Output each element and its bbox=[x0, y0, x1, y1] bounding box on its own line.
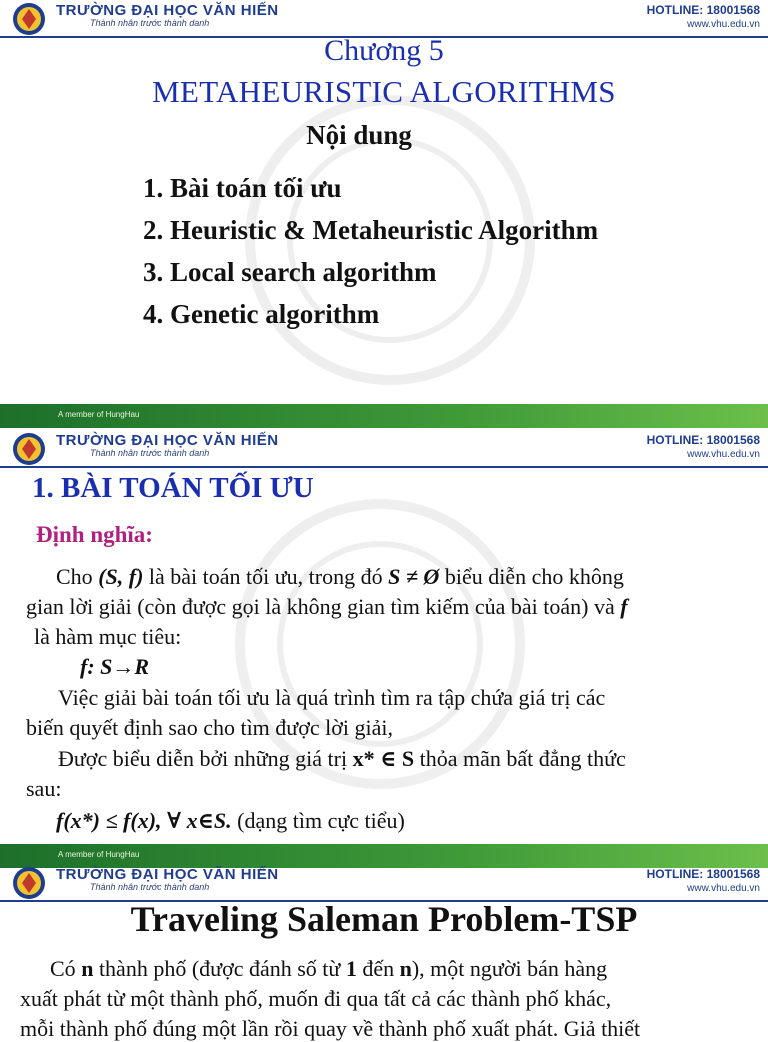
university-logo-icon bbox=[12, 866, 46, 900]
inequality-formula: f(x*) ≤ f(x), ∀ x∈S. (dạng tìm cực tiểu) bbox=[56, 808, 405, 833]
definition-label: Định nghĩa: bbox=[36, 522, 153, 547]
hotline: HOTLINE: 18001568 bbox=[646, 867, 760, 881]
paragraph-3-line-2: sau: bbox=[26, 776, 62, 801]
university-slogan: Thành nhân trước thành danh bbox=[90, 882, 210, 892]
university-logo-icon bbox=[12, 2, 46, 36]
chapter-title: METAHEURISTIC ALGORITHMS bbox=[152, 74, 616, 109]
contents-item: 2. Heuristic & Metaheuristic Algorithm bbox=[143, 215, 599, 245]
website: www.vhu.edu.vn bbox=[687, 883, 760, 894]
slide-header bbox=[0, 864, 768, 900]
definition-line-1: Cho (S, f) là bài toán tối ưu, trong đó S ≠ Ø biểu diễn cho không bbox=[56, 564, 624, 589]
university-slogan: Thành nhân trước thành danh bbox=[90, 18, 210, 28]
member-label: A member of HungHau bbox=[58, 410, 140, 419]
member-label: A member of HungHau bbox=[58, 850, 140, 859]
problem-line-1: Có n thành phố (được đánh số từ 1 đến n), một người bán hàng bbox=[50, 956, 608, 981]
hotline: HOTLINE: 18001568 bbox=[646, 3, 760, 17]
hotline: HOTLINE: 18001568 bbox=[646, 433, 760, 447]
university-logo-icon bbox=[12, 432, 46, 466]
slide-header bbox=[0, 430, 768, 466]
contents-item: 1. Bài toán tối ưu bbox=[143, 173, 342, 203]
chapter-label: Chương 5 bbox=[324, 34, 444, 67]
problem-line-2: xuất phát từ một thành phố, muốn đi qua tất cả các thành phố khác, bbox=[20, 986, 612, 1011]
university-name: TRƯỜNG ĐẠI HỌC VĂN HIẾN bbox=[56, 2, 279, 19]
member-strip bbox=[0, 404, 768, 428]
contents-item: 4. Genetic algorithm bbox=[143, 299, 380, 329]
contents-heading: Nội dung bbox=[306, 120, 412, 150]
slide-1 bbox=[0, 0, 768, 404]
slide-3 bbox=[0, 844, 768, 1041]
paragraph-2-line-2: biến quyết định sao cho tìm được lời giải, bbox=[26, 715, 393, 740]
problem-line-3: mỗi thành phố đúng một lần rồi quay về thành phố xuất phát. Giả thiết bbox=[20, 1016, 641, 1041]
website: www.vhu.edu.vn bbox=[687, 19, 760, 30]
slide-2 bbox=[0, 404, 768, 844]
header-rule bbox=[0, 466, 768, 468]
contents-item: 3. Local search algorithm bbox=[143, 257, 437, 287]
paragraph-2-line-1: Việc giải bài toán tối ưu là quá trình tìm ra tập chứa giá trị các bbox=[58, 685, 606, 710]
definition-line-2: gian lời giải (còn được gọi là không gian tìm kiếm của bài toán) và f bbox=[26, 594, 628, 619]
slide-header bbox=[0, 0, 768, 36]
university-name: TRƯỜNG ĐẠI HỌC VĂN HIẾN bbox=[56, 432, 279, 449]
paragraph-3-line-1: Được biểu diễn bởi những giá trị x* ∈ S thỏa mãn bất đẳng thức bbox=[58, 746, 626, 771]
mapping-formula: f: S→R bbox=[80, 654, 150, 679]
university-slogan: Thành nhân trước thành danh bbox=[90, 448, 210, 458]
contents-list bbox=[143, 168, 598, 336]
section-heading: 1. BÀI TOÁN TỐI ƯU bbox=[32, 472, 314, 504]
website: www.vhu.edu.vn bbox=[687, 449, 760, 460]
section-heading: Traveling Saleman Problem-TSP bbox=[130, 899, 638, 939]
definition-line-3: là hàm mục tiêu: bbox=[34, 624, 182, 649]
university-name: TRƯỜNG ĐẠI HỌC VĂN HIẾN bbox=[56, 866, 279, 883]
